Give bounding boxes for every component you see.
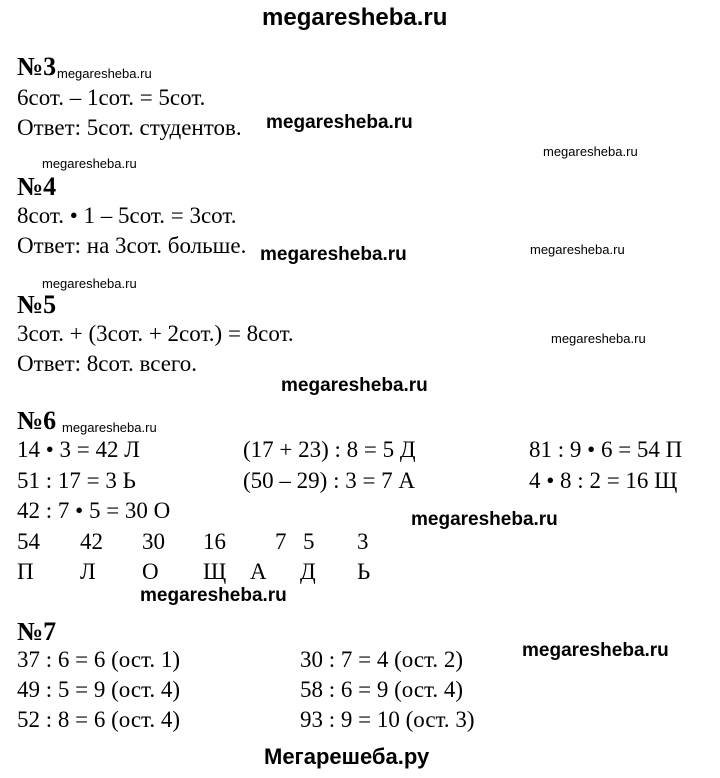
watermark-big: megaresheba.ru <box>266 112 413 133</box>
watermark-big: megaresheba.ru <box>522 640 669 661</box>
site-footer: Мегарешеба.ру <box>264 744 430 769</box>
task-6-letter: А <box>250 559 267 584</box>
task-6-letter: Ь <box>357 559 371 584</box>
task-7-equation: 58 : 6 = 9 (ост. 4) <box>300 677 464 702</box>
task-6-code: 30 <box>142 529 165 554</box>
task-5-line-2: Ответ: 8сот. всего. <box>17 351 198 376</box>
task-4-line-2: Ответ: на 3сот. больше. <box>17 233 247 258</box>
task-6-code: 16 <box>203 529 226 554</box>
task-6-letter: Л <box>80 559 96 584</box>
watermark-small: megaresheba.ru <box>42 276 137 291</box>
task-6-code: 42 <box>80 529 103 554</box>
watermark-big: megaresheba.ru <box>411 509 558 530</box>
task-6-code: 7 <box>275 529 287 554</box>
task-6-code: 54 <box>17 529 40 554</box>
task-7-number: №7 <box>17 617 57 646</box>
task-3-line-2: Ответ: 5сот. студентов. <box>17 115 242 140</box>
task-6-letter: П <box>17 559 34 584</box>
task-7-equation: 49 : 5 = 9 (ост. 4) <box>17 677 181 702</box>
task-6-equation: 81 : 9 • 6 = 54 П <box>529 437 683 462</box>
site-header: megaresheba.ru <box>262 4 448 31</box>
task-6-code: 5 <box>303 529 315 554</box>
task-6-code: 3 <box>357 529 369 554</box>
watermark-small: megaresheba.ru <box>543 144 638 159</box>
task-5-line-1: 3сот. + (3сот. + 2сот.) = 8сот. <box>17 321 294 346</box>
task-5-number: №5 <box>17 290 57 319</box>
task-7-equation: 93 : 9 = 10 (ост. 3) <box>300 707 475 732</box>
task-6-letter: Д <box>300 559 316 584</box>
task-6-number: №6 <box>17 406 57 435</box>
watermark-small: megaresheba.ru <box>530 242 625 257</box>
task-6-equation: (17 + 23) : 8 = 5 Д <box>243 437 416 462</box>
task-3-number: №3 <box>17 52 57 81</box>
task-6-letter: О <box>142 559 159 584</box>
task-6-letter: Щ <box>203 559 227 584</box>
watermark-small: megaresheba.ru <box>57 66 152 81</box>
task-7-equation: 30 : 7 = 4 (ост. 2) <box>300 647 464 672</box>
task-6-equation: 14 • 3 = 42 Л <box>17 437 140 462</box>
task-6-equation: (50 – 29) : 3 = 7 А <box>243 468 416 493</box>
watermark-small: megaresheba.ru <box>42 156 137 171</box>
watermark-big: megaresheba.ru <box>140 585 287 606</box>
watermark-big: megaresheba.ru <box>281 375 428 396</box>
task-6-equation: 4 • 8 : 2 = 16 Щ <box>529 468 678 493</box>
task-4-line-1: 8сот. • 1 – 5сот. = 3сот. <box>17 203 237 228</box>
task-6-equation: 51 : 17 = 3 Ь <box>17 468 136 493</box>
task-6-equation: 42 : 7 • 5 = 30 О <box>17 498 171 523</box>
watermark-small: megaresheba.ru <box>62 420 157 435</box>
task-7-equation: 52 : 8 = 6 (ост. 4) <box>17 707 181 732</box>
watermark-small: megaresheba.ru <box>551 331 646 346</box>
task-7-equation: 37 : 6 = 6 (ост. 1) <box>17 647 181 672</box>
task-3-line-1: 6сот. – 1сот. = 5сот. <box>17 85 206 110</box>
watermark-big: megaresheba.ru <box>260 244 407 265</box>
task-4-number: №4 <box>17 172 57 201</box>
